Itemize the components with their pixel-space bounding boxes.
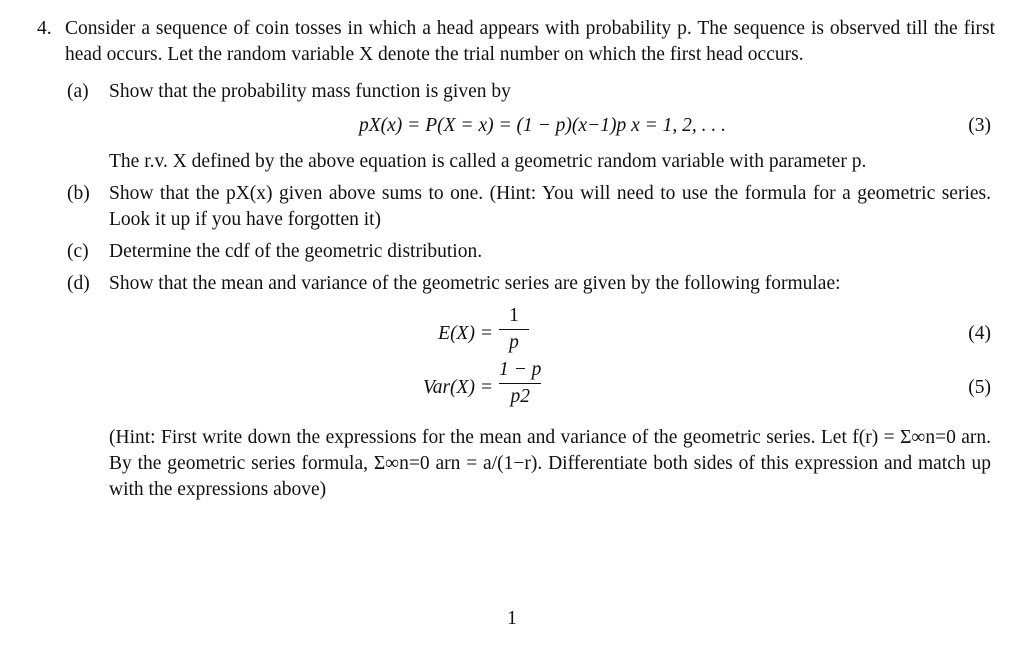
equation-3: pX(x) = P(X = x) = (1 − p)(x−1)p x = 1, 2, . . . xyxy=(359,115,727,136)
equation-4-numerator: 1 xyxy=(509,305,519,326)
problem-intro-text: Consider a sequence of coin tosses in which a head appears with probability p. The sequence is observed till the first head occurs. Let the random variable X denote the trial number on which the first head occurs. xyxy=(65,18,995,65)
mean-variance-equations xyxy=(109,305,991,415)
equation-4-lhs: E(X) = xyxy=(438,323,493,344)
equation-5-fraction-bar xyxy=(499,383,541,384)
equation-4-row xyxy=(109,305,991,357)
part-a-text: Show that the probability mass function is given by xyxy=(109,81,511,102)
part-a-after: The r.v. X defined by the above equation is called a geometric random variable with parameter p. xyxy=(109,151,867,172)
equation-5-number: (5) xyxy=(968,377,991,398)
problem-number: 4. xyxy=(37,18,52,39)
equation-5-row xyxy=(109,359,991,411)
equation-3-row xyxy=(109,111,991,145)
equation-4-number: (4) xyxy=(968,323,991,344)
equation-5-fraction xyxy=(499,359,541,408)
part-d-label: (d) xyxy=(67,273,90,294)
part-c xyxy=(67,239,997,265)
part-c-text: Determine the cdf of the geometric distribution. xyxy=(109,241,483,262)
equation-5-lhs: Var(X) = xyxy=(422,377,493,398)
equation-4-fraction-bar xyxy=(499,329,529,330)
equation-4-fraction xyxy=(499,305,529,354)
part-b-text: Show that the pX(x) given above sums to one. (Hint: You will need to use the formula for a geometric series. Look it up if you have forgotten it) xyxy=(109,183,991,230)
page-number: 1 xyxy=(507,608,517,629)
part-d xyxy=(67,271,997,503)
problem-header xyxy=(37,16,997,68)
problem-intro xyxy=(65,16,995,68)
part-d-hint: (Hint: First write down the expressions for the mean and variance of the geometric series. Let f(r) = Σ∞n=0 arn. By the geometric series formula, Σ∞n=0 arn = a/(1−r). Differentiate both sides of this expression and match up with the expressions above) xyxy=(109,427,991,500)
equation-5-denominator: p2 xyxy=(510,386,530,407)
problem-parts xyxy=(67,79,997,503)
part-a-body xyxy=(109,79,991,175)
equation-5-numerator: 1 − p xyxy=(499,359,542,380)
part-b-label: (b) xyxy=(67,183,90,204)
equation-4-denominator: p xyxy=(509,332,519,353)
part-a-label: (a) xyxy=(67,81,89,102)
part-b xyxy=(67,181,997,233)
part-a xyxy=(67,79,997,175)
part-d-text: Show that the mean and variance of the geometric series are given by the following formulae: xyxy=(109,273,841,294)
part-d-body xyxy=(109,271,991,503)
equation-3-number: (3) xyxy=(968,115,991,136)
page-footer xyxy=(0,606,1024,632)
problem-4 xyxy=(37,16,997,509)
part-c-label: (c) xyxy=(67,241,89,262)
